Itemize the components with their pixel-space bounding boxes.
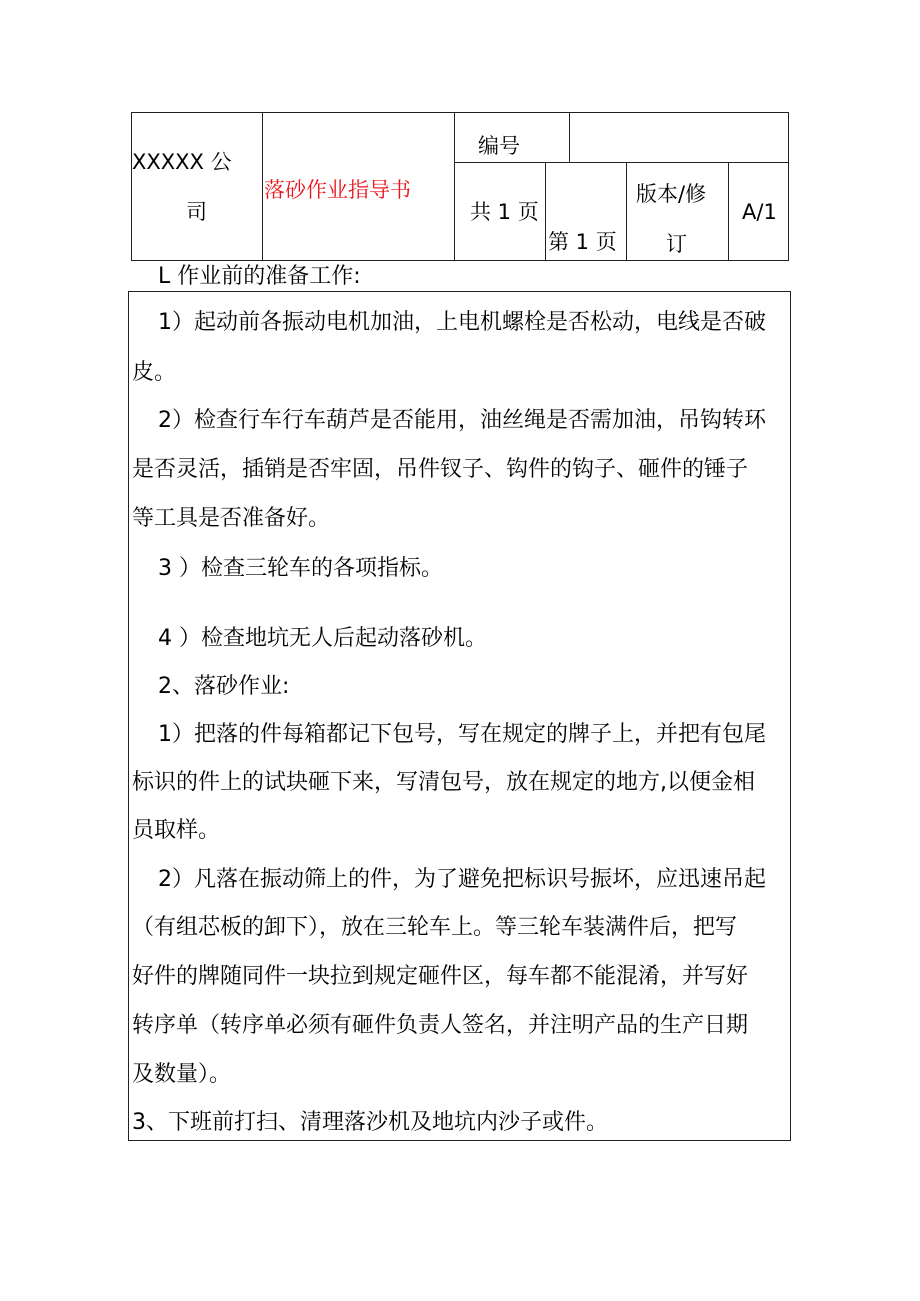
s2-item2-line4: 转序单（转序单必须有砸件负责人签名，并注明产品的生产日期 xyxy=(132,1013,749,1038)
header-divider-1 xyxy=(262,112,263,261)
s2-item1-line3: 员取样。 xyxy=(132,818,221,843)
header-divider-5 xyxy=(626,162,627,261)
version-value: A/1 xyxy=(742,200,777,224)
s1-item2-line3: 等工具是否准备好。 xyxy=(132,506,331,531)
company-name-line2: 司 xyxy=(186,200,207,224)
document-title: 落砂作业指导书 xyxy=(264,178,411,202)
page-number: 第 1 页 xyxy=(548,230,617,254)
total-pages: 共 1 页 xyxy=(470,200,539,224)
s2-item2-line1: 2）凡落在振动筛上的件，为了避免把标识号振坏，应迅速吊起 xyxy=(158,867,766,892)
header-divider-4 xyxy=(545,162,546,261)
header-right-border xyxy=(788,112,789,261)
section2-heading: 2、落砂作业: xyxy=(158,674,290,699)
section1-heading: L 作业前的准备工作: xyxy=(158,264,361,289)
s1-item1-line1: 1）起动前各振动电机加油，上电机螺栓是否松动，电线是否破 xyxy=(158,310,766,335)
header-divider-2 xyxy=(454,112,455,261)
s1-item3: 3 ）检查三轮车的各项指标。 xyxy=(158,556,443,581)
s1-item2-line2: 是否灵活，插销是否牢固，吊件钗子、钩件的钩子、砸件的锤子 xyxy=(132,457,749,482)
header-mid-divider xyxy=(454,162,789,163)
section3-heading: 3、下班前打扫、清理落沙机及地坑内沙子或件。 xyxy=(132,1110,608,1135)
header-left-border xyxy=(131,112,132,261)
version-label-line1: 版本/修 xyxy=(636,182,707,206)
version-label-line2: 订 xyxy=(666,232,687,256)
s1-item2-line1: 2）检查行车行车葫芦是否能用，油丝绳是否需加油，吊钩转环 xyxy=(158,408,766,433)
s2-item2-line5: 及数量）。 xyxy=(132,1062,232,1087)
s2-item1-line2: 标识的件上的试块砸下来，写清包号，放在规定的地方,以便金相 xyxy=(132,770,755,795)
s2-item2-line2: （有组芯板的卸下），放在三轮车上。等三轮车装满件后，把写 xyxy=(132,915,738,940)
s2-item2-line3: 好件的牌随同件一块拉到规定砸件区，每车都不能混淆，并写好 xyxy=(132,964,749,989)
s2-item1-line1: 1）把落的件每箱都记下包号，写在规定的牌子上，并把有包尾 xyxy=(158,722,766,747)
number-label: 编号 xyxy=(478,134,520,158)
header-divider-3 xyxy=(569,112,570,162)
s1-item1-line2: 皮。 xyxy=(132,360,177,385)
s1-item4: 4 ）检查地坑无人后起动落砂机。 xyxy=(158,626,487,651)
company-name-line1: XXXXX 公 xyxy=(132,150,232,174)
header-divider-6 xyxy=(728,162,729,261)
header-top-border xyxy=(131,112,789,113)
